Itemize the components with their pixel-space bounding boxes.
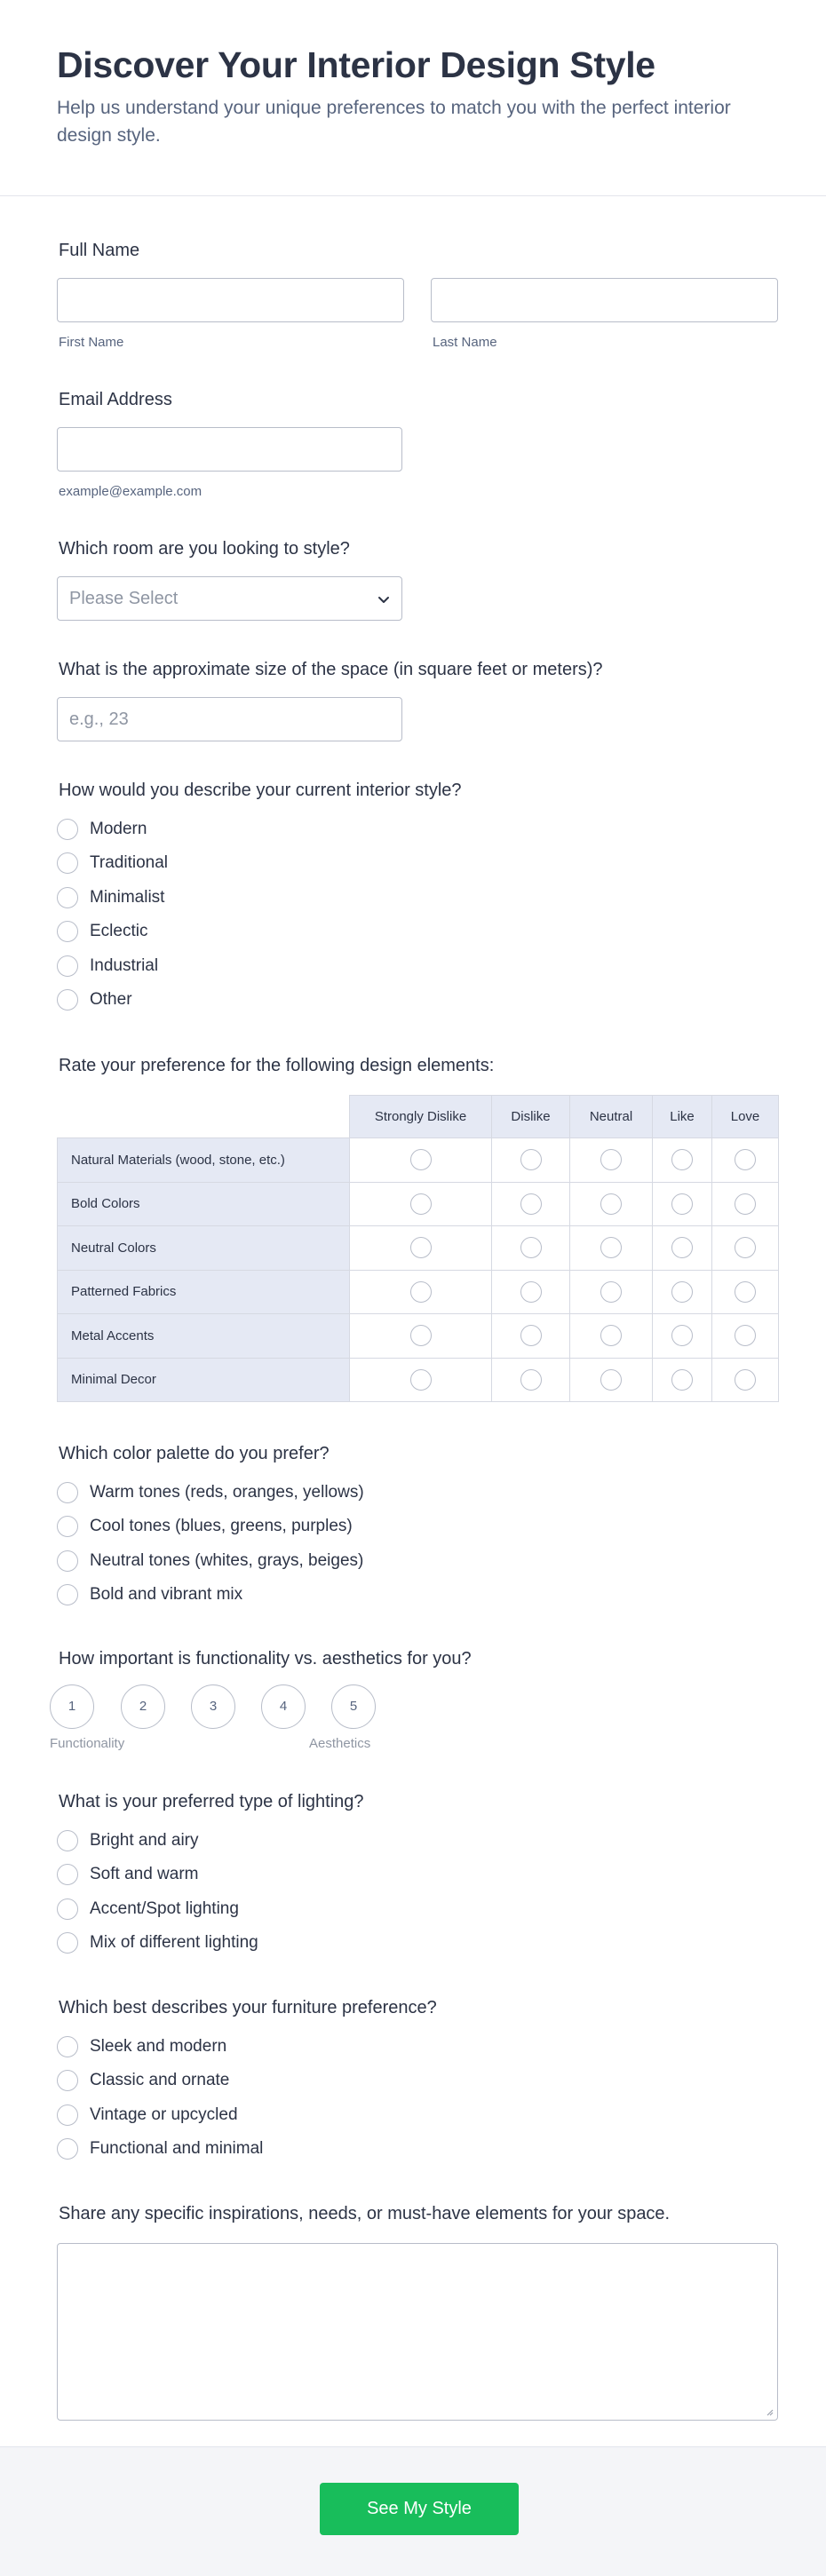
matrix-radio[interactable] xyxy=(735,1325,756,1346)
matrix-row xyxy=(58,1138,779,1183)
radio-button[interactable] xyxy=(57,2104,78,2126)
current-style-label: How would you describe your current interior style? xyxy=(59,781,462,800)
radio-button[interactable] xyxy=(57,1550,78,1572)
matrix-radio[interactable] xyxy=(520,1369,542,1391)
matrix-row xyxy=(58,1358,779,1402)
matrix-row-label: Neutral Colors xyxy=(58,1226,350,1271)
radio-button[interactable] xyxy=(57,989,78,1011)
matrix-row xyxy=(58,1226,779,1271)
radio-button[interactable] xyxy=(57,1584,78,1605)
page-title: Discover Your Interior Design Style xyxy=(57,44,655,85)
lighting-label: What is your preferred type of lighting? xyxy=(59,1792,364,1811)
matrix-radio[interactable] xyxy=(600,1149,622,1170)
form-footer xyxy=(0,2446,826,2576)
email-sublabel: example@example.com xyxy=(59,484,203,499)
matrix-radio[interactable] xyxy=(410,1237,432,1258)
matrix-column-header: Strongly Dislike xyxy=(350,1096,492,1138)
first-name-input[interactable] xyxy=(57,278,404,322)
radio-button[interactable] xyxy=(57,819,78,840)
radio-button[interactable] xyxy=(57,852,78,874)
chevron-down-icon xyxy=(377,592,391,606)
furniture-option[interactable]: Sleek and modern xyxy=(57,2034,226,2059)
matrix-radio[interactable] xyxy=(410,1325,432,1346)
current-style-option[interactable]: Industrial xyxy=(57,954,158,979)
room-select[interactable] xyxy=(57,576,402,621)
matrix-row-label: Bold Colors xyxy=(58,1182,350,1226)
matrix-radio[interactable] xyxy=(735,1369,756,1391)
scale-option-4[interactable]: 4 xyxy=(261,1684,306,1729)
matrix-radio[interactable] xyxy=(520,1193,542,1215)
radio-button[interactable] xyxy=(57,2070,78,2091)
matrix-radio[interactable] xyxy=(671,1149,693,1170)
matrix-radio[interactable] xyxy=(671,1281,693,1303)
matrix-radio[interactable] xyxy=(410,1149,432,1170)
radio-button[interactable] xyxy=(57,1932,78,1954)
size-label: What is the approximate size of the space (in square feet or meters)? xyxy=(59,660,603,679)
radio-button[interactable] xyxy=(57,1898,78,1920)
scale-option-1[interactable]: 1 xyxy=(50,1684,94,1729)
scale-option-3[interactable]: 3 xyxy=(191,1684,235,1729)
matrix-row-label: Minimal Decor xyxy=(58,1358,350,1402)
furniture-option[interactable]: Vintage or upcycled xyxy=(57,2103,238,2128)
matrix-radio[interactable] xyxy=(600,1369,622,1391)
radio-button[interactable] xyxy=(57,1830,78,1851)
matrix-radio[interactable] xyxy=(600,1325,622,1346)
email-label: Email Address xyxy=(59,390,172,409)
furniture-option[interactable]: Functional and minimal xyxy=(57,2136,263,2161)
inspiration-label: Share any specific inspirations, needs, or must-have elements for your space. xyxy=(59,2204,671,2223)
furniture-option[interactable]: Classic and ornate xyxy=(57,2068,229,2093)
room-select-value: Please Select xyxy=(69,589,179,608)
palette-option[interactable]: Neutral tones (whites, grays, beiges) xyxy=(57,1549,363,1573)
matrix-row xyxy=(58,1270,779,1314)
resize-handle-icon[interactable] xyxy=(765,2407,774,2416)
matrix-radio[interactable] xyxy=(600,1281,622,1303)
page-subtitle: Help us understand your unique preferences to match you with the perfect interior design style. xyxy=(57,98,731,146)
matrix-radio[interactable] xyxy=(600,1237,622,1258)
last-name-input[interactable] xyxy=(431,278,778,322)
radio-button[interactable] xyxy=(57,1864,78,1885)
palette-option[interactable]: Cool tones (blues, greens, purples) xyxy=(57,1514,353,1539)
scale-max-caption: Aesthetics xyxy=(309,1736,371,1751)
matrix-corner xyxy=(58,1096,350,1138)
matrix-radio[interactable] xyxy=(520,1281,542,1303)
lighting-option[interactable]: Soft and warm xyxy=(57,1862,199,1887)
radio-button[interactable] xyxy=(57,887,78,908)
lighting-option[interactable]: Mix of different lighting xyxy=(57,1930,258,1955)
matrix-radio[interactable] xyxy=(735,1237,756,1258)
matrix-radio[interactable] xyxy=(671,1193,693,1215)
radio-button[interactable] xyxy=(57,1482,78,1503)
matrix-header-row xyxy=(58,1096,779,1138)
lighting-option[interactable]: Accent/Spot lighting xyxy=(57,1897,239,1922)
scale-min-caption: Functionality xyxy=(50,1736,125,1751)
first-name-sublabel: First Name xyxy=(59,335,124,350)
furniture-label: Which best describes your furniture preference? xyxy=(59,1998,437,2017)
importance-label: How important is functionality vs. aesthetics for you? xyxy=(59,1649,472,1668)
matrix-column-header: Neutral xyxy=(570,1096,653,1138)
radio-button[interactable] xyxy=(57,1516,78,1537)
matrix-radio[interactable] xyxy=(735,1193,756,1215)
radio-button[interactable] xyxy=(57,2138,78,2160)
matrix-radio[interactable] xyxy=(410,1281,432,1303)
matrix-column-header: Like xyxy=(653,1096,712,1138)
palette-option[interactable]: Bold and vibrant mix xyxy=(57,1582,242,1607)
matrix-row-label: Patterned Fabrics xyxy=(58,1270,350,1314)
scale-option-5[interactable]: 5 xyxy=(331,1684,376,1729)
matrix-radio[interactable] xyxy=(410,1193,432,1215)
radio-button[interactable] xyxy=(57,955,78,977)
matrix-radio[interactable] xyxy=(600,1193,622,1215)
scale-option-2[interactable]: 2 xyxy=(121,1684,165,1729)
matrix-row xyxy=(58,1314,779,1359)
matrix-column-header: Love xyxy=(712,1096,779,1138)
matrix-row-label: Natural Materials (wood, stone, etc.) xyxy=(58,1138,350,1183)
rating-label: Rate your preference for the following design elements: xyxy=(59,1056,495,1075)
inspiration-textarea[interactable] xyxy=(57,2243,778,2421)
palette-option[interactable]: Warm tones (reds, oranges, yellows) xyxy=(57,1480,364,1505)
email-input[interactable] xyxy=(57,427,402,472)
matrix-radio[interactable] xyxy=(410,1369,432,1391)
submit-button[interactable]: See My Style xyxy=(320,2483,519,2535)
form-header xyxy=(0,0,826,196)
full-name-label: Full Name xyxy=(59,241,140,260)
matrix-column-header: Dislike xyxy=(492,1096,570,1138)
matrix-radio[interactable] xyxy=(520,1149,542,1170)
size-input[interactable] xyxy=(57,697,402,741)
matrix-radio[interactable] xyxy=(520,1325,542,1346)
matrix-radio[interactable] xyxy=(735,1149,756,1170)
current-style-option[interactable]: Modern xyxy=(57,817,147,842)
radio-button[interactable] xyxy=(57,921,78,942)
current-style-option[interactable]: Other xyxy=(57,987,132,1012)
room-label: Which room are you looking to style? xyxy=(59,539,350,559)
matrix-row-label: Metal Accents xyxy=(58,1314,350,1359)
last-name-sublabel: Last Name xyxy=(433,335,497,350)
matrix-radio[interactable] xyxy=(671,1369,693,1391)
lighting-option[interactable]: Bright and airy xyxy=(57,1828,199,1853)
rating-matrix xyxy=(57,1095,778,1402)
palette-label: Which color palette do you prefer? xyxy=(59,1444,330,1463)
matrix-radio[interactable] xyxy=(671,1325,693,1346)
matrix-radio[interactable] xyxy=(671,1237,693,1258)
matrix-row xyxy=(58,1182,779,1226)
current-style-option[interactable]: Traditional xyxy=(57,851,168,876)
matrix-radio[interactable] xyxy=(735,1281,756,1303)
current-style-option[interactable]: Minimalist xyxy=(57,885,164,910)
radio-button[interactable] xyxy=(57,2036,78,2057)
current-style-option[interactable]: Eclectic xyxy=(57,919,147,944)
matrix-radio[interactable] xyxy=(520,1237,542,1258)
